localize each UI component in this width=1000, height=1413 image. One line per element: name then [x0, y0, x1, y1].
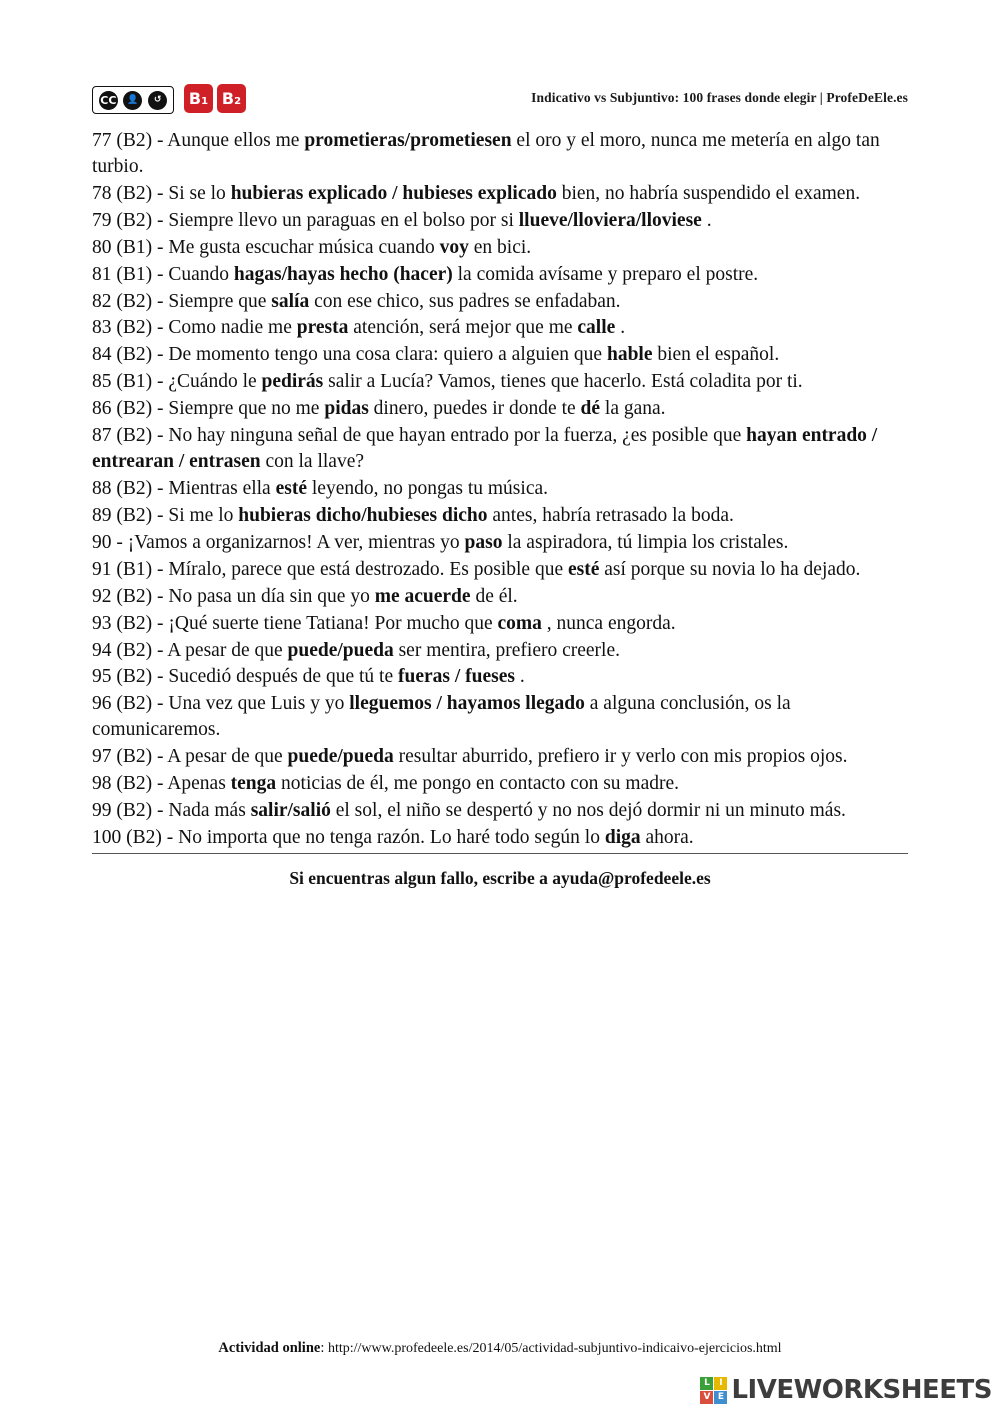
exercise-answer: hable [606, 344, 653, 366]
exercise-text: de él. [470, 585, 518, 607]
exercise-text: atención, será mejor que me [348, 317, 578, 339]
exercise-number: 87 (B2) - [92, 425, 169, 447]
exercise-text: ser mentira, prefiero creerle. [393, 639, 620, 661]
level-badge-letter: B [188, 89, 202, 108]
exercise-item [92, 208, 908, 234]
level-badge-number: 1 [201, 96, 209, 107]
exercise-number: 85 (B1) - [92, 371, 169, 393]
exercise-item [92, 771, 908, 797]
page-title: Indicativo vs Subjuntivo: 100 frases donde elegir | ProfeDeEle.es [531, 90, 908, 105]
exercise-text: Cuando [168, 263, 234, 285]
exercise-text: De momento tengo una cosa clara: quiero a alguien que [168, 344, 607, 366]
exercise-item [92, 423, 908, 475]
exercise-answer: hayan entrado / entrearan / entrasen [92, 425, 878, 473]
exercise-answer: pidas [324, 398, 369, 420]
exercise-number: 93 (B2) - [92, 612, 169, 634]
exercise-text: . [701, 209, 712, 231]
exercise-text: . [615, 317, 626, 339]
exercise-text: la aspiradora, tú limpia los cristales. [502, 531, 789, 553]
exercise-answer: lleguemos / hayamos llegado [349, 693, 585, 715]
exercise-text: así porque su novia lo ha dejado. [599, 558, 861, 580]
exercise-text: A pesar de que [167, 639, 288, 661]
exercise-text: leyendo, no pongas tu música. [307, 477, 548, 499]
exercise-text: Me gusta escuchar música cuando [168, 236, 440, 258]
exercise-number: 90 - [92, 531, 128, 553]
exercise-answer: presta [296, 317, 349, 339]
exercise-text: Siempre que no me [168, 398, 325, 420]
exercise-item [92, 128, 908, 180]
exercise-list [92, 128, 908, 852]
cc-by-icon: 👤 [123, 91, 142, 110]
exercise-text: el oro y el moro, nunca me metería en algo tan turbio. [92, 130, 880, 177]
exercise-item [92, 289, 908, 315]
cc-sa-icon: ↺ [148, 91, 167, 110]
exercise-text: la gana. [600, 398, 666, 420]
exercise-text: Si se lo [168, 182, 231, 204]
logo-letter-e: E [714, 1391, 727, 1404]
exercise-text: Míralo, parece que está destrozado. Es posible que [168, 558, 568, 580]
exercise-text: No pasa un día sin que yo [168, 585, 375, 607]
exercise-answer: prometieras/prometiesen [304, 130, 512, 151]
exercise-text: Apenas [167, 773, 231, 795]
exercise-text: ¿Cuándo le [168, 371, 262, 393]
exercise-text: , nunca engorda. [541, 612, 676, 634]
exercise-number: 94 (B2) - [92, 639, 168, 661]
exercise-text: No importa que no tenga razón. Lo haré todo según lo [178, 826, 605, 848]
liveworksheets-wordmark: LIVEWORKSHEETS [731, 1375, 992, 1405]
exercise-answer: coma [497, 612, 542, 634]
exercise-number: 100 (B2) - [92, 826, 179, 848]
exercise-text: Nada más [168, 800, 251, 822]
exercise-answer: dé [580, 398, 601, 420]
exercise-text: Como nadie me [168, 317, 297, 339]
exercise-answer: esté [567, 558, 600, 580]
exercise-item [92, 611, 908, 637]
exercise-item [92, 744, 908, 770]
exercise-answer: hubieras dicho/hubieses dicho [238, 504, 488, 526]
exercise-text: a alguna conclusión, os la comunicaremos. [92, 693, 791, 741]
exercise-text: ¡Qué suerte tiene Tatiana! Por mucho que [168, 612, 498, 634]
page-header [92, 84, 908, 118]
exercise-text: el sol, el niño se despertó y no nos dejó dormir ni un minuto más. [330, 800, 846, 822]
exercise-number: 83 (B2) - [92, 317, 169, 339]
exercise-answer: pedirás [261, 371, 324, 393]
exercise-text: . [514, 666, 525, 688]
level-badges [184, 84, 246, 113]
exercise-answer: salir/salió [250, 800, 331, 822]
exercise-item [92, 530, 908, 556]
level-badge-b2 [217, 84, 246, 113]
exercise-item [92, 235, 908, 261]
exercise-item [92, 664, 908, 690]
exercise-text: bien el español. [652, 344, 780, 366]
exercise-number: 92 (B2) - [92, 585, 169, 607]
exercise-answer: calle [577, 317, 616, 339]
exercise-text: Una vez que Luis y yo [168, 693, 350, 715]
exercise-answer: puede/pueda [287, 639, 394, 661]
exercise-number: 89 (B2) - [92, 504, 169, 526]
exercise-text: bien, no habría suspendido el examen. [556, 182, 861, 204]
exercise-item [92, 503, 908, 529]
exercise-answer: tenga [230, 773, 277, 795]
exercise-text: en bici. [468, 236, 532, 258]
exercise-number: 80 (B1) - [92, 236, 169, 258]
exercise-number: 84 (B2) - [92, 344, 169, 366]
exercise-item [92, 825, 908, 851]
liveworksheets-watermark [700, 1375, 992, 1405]
exercise-number: 97 (B2) - [92, 746, 168, 768]
exercise-number: 99 (B2) - [92, 800, 169, 822]
exercise-answer: llueve/lloviera/lloviese [518, 209, 702, 231]
exercise-number: 95 (B2) - [92, 666, 169, 688]
exercise-text: Mientras ella [168, 477, 276, 499]
exercise-number: 82 (B2) - [92, 290, 169, 312]
exercise-text: dinero, puedes ir donde te [368, 398, 581, 420]
exercise-answer: voy [439, 236, 469, 258]
exercise-item [92, 342, 908, 368]
creative-commons-icon [92, 86, 174, 114]
exercise-text: resultar aburrido, prefiero ir y verlo con mis propios ojos. [393, 746, 848, 768]
exercise-text: ahora. [640, 826, 694, 848]
exercise-answer: paso [464, 531, 503, 553]
exercise-number: 88 (B2) - [92, 477, 169, 499]
exercise-text: Sucedió después de que tú te [168, 666, 398, 688]
cc-circle-icon: CC [99, 91, 118, 110]
exercise-text: con la llave? [260, 451, 365, 473]
exercise-answer: salía [271, 290, 310, 312]
footer-url[interactable]: http://www.profedeele.es/2014/05/actividad-subjuntivo-indicaivo-ejercicios.html [327, 1341, 782, 1356]
logo-letter-i: I [714, 1377, 727, 1390]
exercise-text: con ese chico, sus padres se enfadaban. [309, 290, 621, 312]
exercise-number: 98 (B2) - [92, 773, 168, 795]
exercise-answer: hubieras explicado / hubieses explicado [230, 182, 557, 204]
exercise-text: Siempre que [168, 290, 272, 312]
exercise-number: 78 (B2) - [92, 182, 169, 204]
exercise-number: 81 (B1) - [92, 263, 169, 285]
exercise-item [92, 584, 908, 610]
exercise-item [92, 262, 908, 288]
exercise-text: A pesar de que [167, 746, 288, 768]
exercise-item [92, 369, 908, 395]
exercise-text: Si me lo [168, 504, 239, 526]
exercise-answer: puede/pueda [287, 746, 394, 768]
exercise-item [92, 315, 908, 341]
exercise-number: 96 (B2) - [92, 693, 169, 715]
logo-letter-l: L [700, 1377, 713, 1390]
exercise-number: 77 (B2) - [92, 130, 168, 151]
exercise-text: No hay ninguna señal de que hayan entrado por la fuerza, ¿es posible que [168, 425, 747, 447]
exercise-number: 91 (B1) - [92, 558, 169, 580]
liveworksheets-logo-icon [700, 1377, 727, 1404]
footer-label: Actividad online [218, 1340, 321, 1356]
exercise-answer: me acuerde [374, 585, 471, 607]
exercise-text: Siempre llevo un paraguas en el bolso por si [168, 209, 519, 231]
exercise-item [92, 396, 908, 422]
section-divider [92, 853, 908, 854]
exercise-text: antes, habría retrasado la boda. [487, 504, 734, 526]
exercise-text: ¡Vamos a organizarnos! A ver, mientras yo [127, 531, 465, 553]
logo-letter-v: V [700, 1391, 713, 1404]
footer-separator: : [320, 1340, 328, 1356]
exercise-number: 79 (B2) - [92, 209, 169, 231]
page-footer [92, 1340, 908, 1357]
exercise-item [92, 557, 908, 583]
exercise-text: noticias de él, me pongo en contacto con su madre. [276, 773, 680, 795]
feedback-note: Si encuentras algun fallo, escribe a ayuda@profedeele.es [289, 868, 711, 888]
exercise-answer: hagas/hayas hecho (hacer) [233, 263, 453, 285]
exercise-item [92, 798, 908, 824]
exercise-item [92, 691, 908, 743]
exercise-item [92, 638, 908, 664]
exercise-answer: fueras / fueses [398, 666, 515, 688]
exercise-answer: diga [604, 826, 641, 848]
level-badge-number: 2 [234, 96, 242, 107]
exercise-text: la comida avísame y preparo el postre. [452, 263, 759, 285]
exercise-text: Aunque ellos me [167, 130, 305, 151]
exercise-number: 86 (B2) - [92, 398, 169, 420]
exercise-answer: esté [275, 477, 307, 499]
exercise-text: salir a Lucía? Vamos, tienes que hacerlo. Está coladita por ti. [323, 371, 803, 393]
level-badge-b1 [184, 84, 213, 113]
exercise-item [92, 181, 908, 207]
level-badge-letter: B [221, 89, 235, 108]
exercise-item [92, 476, 908, 502]
